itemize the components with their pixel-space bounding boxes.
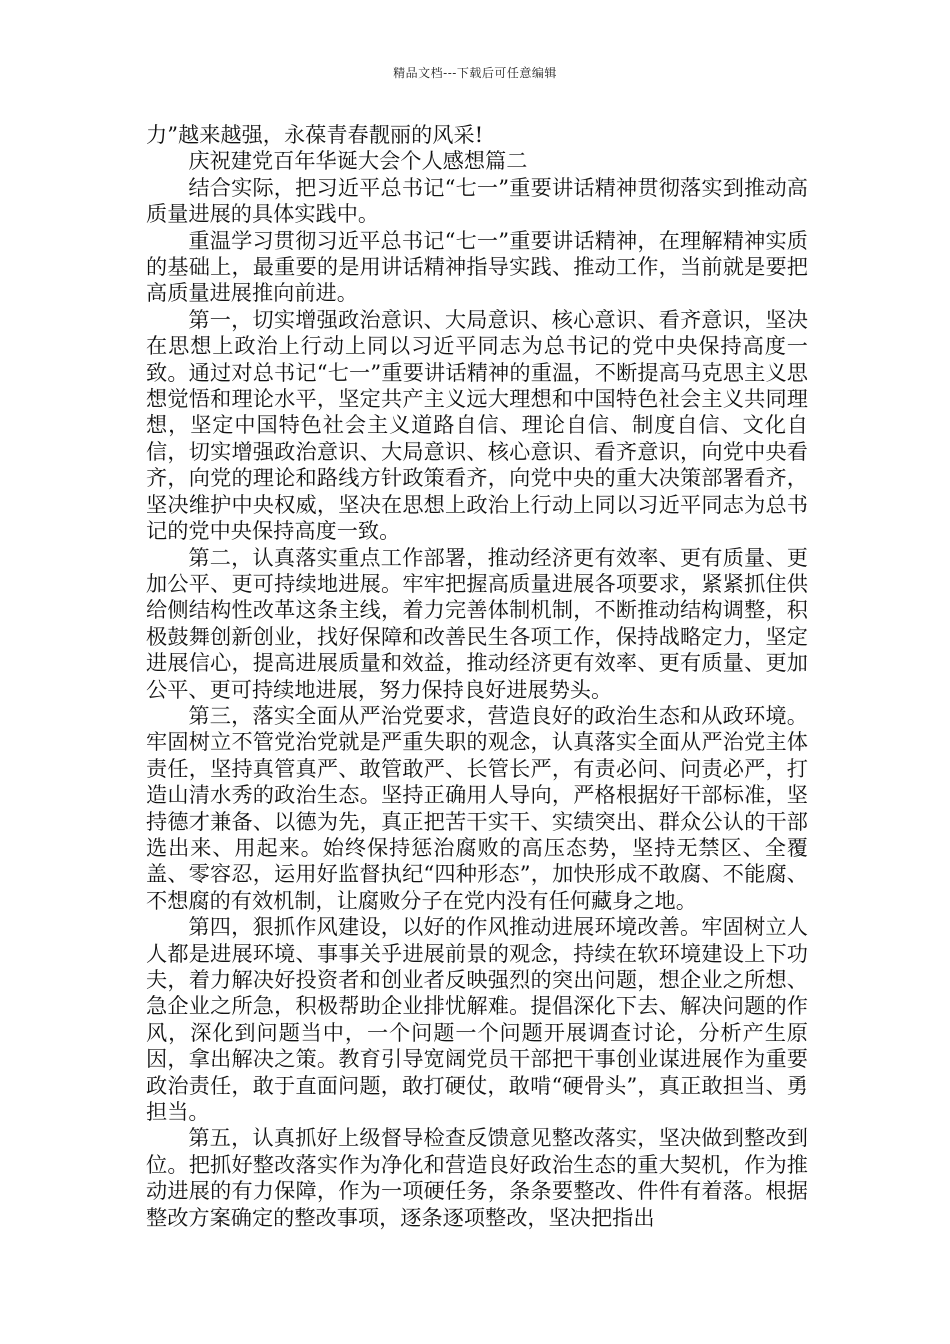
section-title: 庆祝建党百年华诞大会个人感想篇二 <box>188 148 528 174</box>
paragraph-continuation: 力”越来越强，永葆青春靓丽的风采! <box>146 122 484 147</box>
page-header: 精品文档---下载后可任意编辑 <box>393 66 557 80</box>
document-body <box>146 122 808 1231</box>
paragraph-point-2: 第二，认真落实重点工作部署，推动经济更有效率、更有质量、更加公平、更可持续地进展。牢牢把握高质量进展各项要求，紧紧抓住供给侧结构性改革这条主线，着力完善体制机制，不断推动结构调整，积极鼓舞创新创业，找好保障和改善民生各项工作，保持战略定力，坚定进展信心，提高进展质量和效益，推动经济更有效率、更有质量、更加公平、更可持续地进展，努力保持良好进展势头。 <box>146 544 808 702</box>
paragraph-point-4: 第四，狠抓作风建设，以好的作风推动进展环境改善。牢固树立人人都是进展环境、事事关乎进展前景的观念，持续在软环境建设上下功夫，着力解决好投资者和创业者反映强烈的突出问题，想企业之所想、急企业之所急，积极帮助企业排忧解难。提倡深化下去、解决问题的作风，深化到问题当中，一个问题一个问题开展调查讨论，分析产生原因，拿出解决之策。教育引导宽阔党员干部把干事创业谋进展作为重要政治责任，敢于直面问题，敢打硬仗，敢啃“硬骨头”，真正敢担当、勇担当。 <box>146 914 808 1125</box>
paragraph: 重温学习贯彻习近平总书记“七一”重要讲话精神，在理解精神实质的基础上，最重要的是用讲话精神指导实践、推动工作，当前就是要把高质量进展推向前进。 <box>146 227 808 306</box>
paragraph-point-3: 第三，落实全面从严治党要求，营造良好的政治生态和从政环境。牢固树立不管党治党就是严重失职的观念，认真落实全面从严治党主体责任，坚持真管真严、敢管敢严、长管长严，有责必问、问责必严，打造山清水秀的政治生态。坚持正确用人导向，严格根据好干部标准，坚持德才兼备、以德为先，真正把苦干实干、实绩突出、群众公认的干部选出来、用起来。始终保持惩治腐败的高压态势，坚持无禁区、全覆盖、零容忍，运用好监督执纪“四种形态”，加快形成不敢腐、不能腐、不想腐的有效机制，让腐败分子在党内没有任何藏身之地。 <box>146 702 808 913</box>
paragraph-point-5: 第五，认真抓好上级督导检查反馈意见整改落实，坚决做到整改到位。把抓好整改落实作为净化和营造良好政治生态的重大契机，作为推动进展的有力保障，作为一项硬任务，条条要整改、件件有着落。根据整改方案确定的整改事项，逐条逐项整改，坚决把指出 <box>146 1125 808 1230</box>
paragraph: 结合实际，把习近平总书记“七一”重要讲话精神贯彻落实到推动高质量进展的具体实践中。 <box>146 174 808 227</box>
paragraph-point-1: 第一，切实增强政治意识、大局意识、核心意识、看齐意识，坚决在思想上政治上行动上同以习近平同志为总书记的党中央保持高度一致。通过对总书记“七一”重要讲话精神的重温，不断提高马克思主义思想觉悟和理论水平，坚定共产主义远大理想和中国特色社会主义共同理想，坚定中国特色社会主义道路自信、理论自信、制度自信、文化自信，切实增强政治意识、大局意识、核心意识、看齐意识，向党中央看齐，向党的理论和路线方针政策看齐，向党中央的重大决策部署看齐，坚决维护中央权威，坚决在思想上政治上行动上同以习近平同志为总书记的党中央保持高度一致。 <box>146 306 808 544</box>
